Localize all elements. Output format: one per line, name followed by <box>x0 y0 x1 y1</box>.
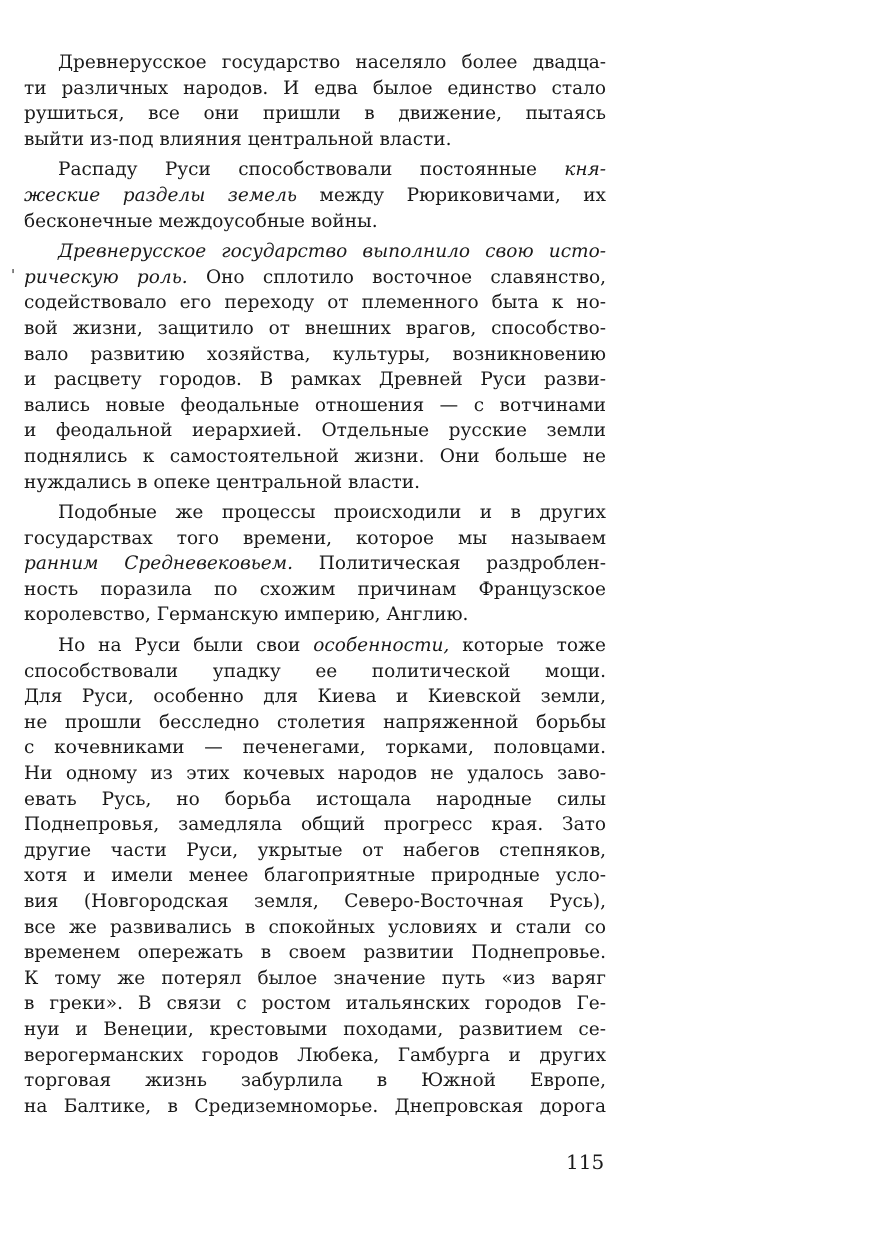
paragraph <box>24 633 606 1119</box>
text-line: нуждались в опеке центральной власти. <box>24 471 420 493</box>
text-line: Поднепровья, замедляла общий прогресс края. Зато <box>24 814 606 836</box>
text-run: которые тоже <box>462 635 606 657</box>
text-line: евать Русь, но борьба истощала народные силы <box>24 788 606 810</box>
text-run: между Рюриковичами, их <box>319 184 606 206</box>
text-line: выйти из-под влияния центральной власти. <box>24 128 452 150</box>
emphasis-text: рическую роль. <box>24 266 188 288</box>
paragraph <box>24 50 606 152</box>
emphasis-text: жеские разделы земель <box>24 184 297 206</box>
text-line: вались новые феодальные отношения — с вотчинами <box>24 394 606 416</box>
text-line: Подобные же процессы происходили и в других <box>58 502 606 524</box>
text-line: вия (Новгородская земля, Северо-Восточная Русь), <box>24 891 606 912</box>
text-line: хотя и имели менее благоприятные природные усло- <box>24 865 606 887</box>
text-line: ти различных народов. И едва былое единство стало <box>24 77 606 99</box>
text-line: Для Руси, особенно для Киева и Киевской земли, <box>24 686 606 708</box>
text-line: вой жизни, защитило от внешних врагов, способство- <box>24 317 606 339</box>
text-line: поднялись к самостоятельной жизни. Они больше не <box>24 445 606 467</box>
text-line: способствовали упадку ее политической мощи. <box>24 660 606 682</box>
text-line: временем опережать в своем развитии Поднепровье. <box>24 942 606 964</box>
emphasis-text: особенности, <box>313 635 450 657</box>
text-line: Древнерусское государство населяло более двадца- <box>58 52 606 73</box>
text-run: Политическая раздроблен- <box>318 553 607 575</box>
text-run: Распаду Руси способствовали постоянные <box>58 159 537 181</box>
paragraph <box>24 157 606 234</box>
text-line: и феодальной иерархией. Отдельные русские земли <box>24 420 606 442</box>
text-line: торговая жизнь забурлила в Южной Европе, <box>24 1070 606 1092</box>
text-line: другие части Руси, укрытые от набегов степняков, <box>24 839 606 861</box>
text-line <box>24 183 606 209</box>
text-line: Ни одному из этих кочевых народов не удалось заво- <box>24 763 606 785</box>
text-line <box>24 265 606 291</box>
text-line: государствах того времени, которое мы называем <box>24 527 606 549</box>
emphasis-text: кня- <box>564 159 606 181</box>
text-line: королевство, Германскую империю, Англию. <box>24 604 469 626</box>
text-line <box>24 157 606 183</box>
text-line: ность поразила по схожим причинам Французское <box>24 578 606 600</box>
text-line: в греки». В связи с ростом итальянских городов Ге- <box>24 993 606 1015</box>
text-line: вало развитию хозяйства, культуры, возникновению <box>24 343 606 365</box>
text-line: на Балтике, в Средиземноморье. Днепровская дорога <box>24 1095 606 1117</box>
text-line <box>24 633 606 659</box>
page-number: 115 <box>566 1150 605 1174</box>
body-text <box>24 50 606 1119</box>
text-line: все же развивались в спокойных условиях и стали со <box>24 916 606 938</box>
text-line: не прошли бесследно столетия напряженной борьбы <box>24 711 606 733</box>
text-run: Но на Руси были свои <box>58 635 301 657</box>
text-line: нуи и Венеции, крестовыми походами, развитием се- <box>24 1018 606 1040</box>
text-line: содействовало его переходу от племенного быта к но- <box>24 292 606 314</box>
text-line: бесконечные междоусобные войны. <box>24 210 378 232</box>
text-line: с кочевниками — печенегами, торками, половцами. <box>24 737 606 759</box>
text-line: К тому же потерял былое значение путь «из варяг <box>24 967 606 989</box>
paragraph <box>24 500 606 628</box>
margin-mark: ' <box>11 266 16 284</box>
text-line: верогерманских городов Любека, Гамбурга и других <box>24 1044 606 1066</box>
text-line: и расцвету городов. В рамках Древней Руси разви- <box>24 369 606 391</box>
text-run: Оно сплотило восточное славянство, <box>205 266 606 288</box>
text-line: рушиться, все они пришли в движение, пытаясь <box>24 103 606 125</box>
emphasis-line: Древнерусское государство выполнило свою исто- <box>58 241 606 263</box>
text-line <box>24 551 606 577</box>
paragraph <box>24 239 606 495</box>
emphasis-text: ранним Средневековьем. <box>24 553 293 575</box>
